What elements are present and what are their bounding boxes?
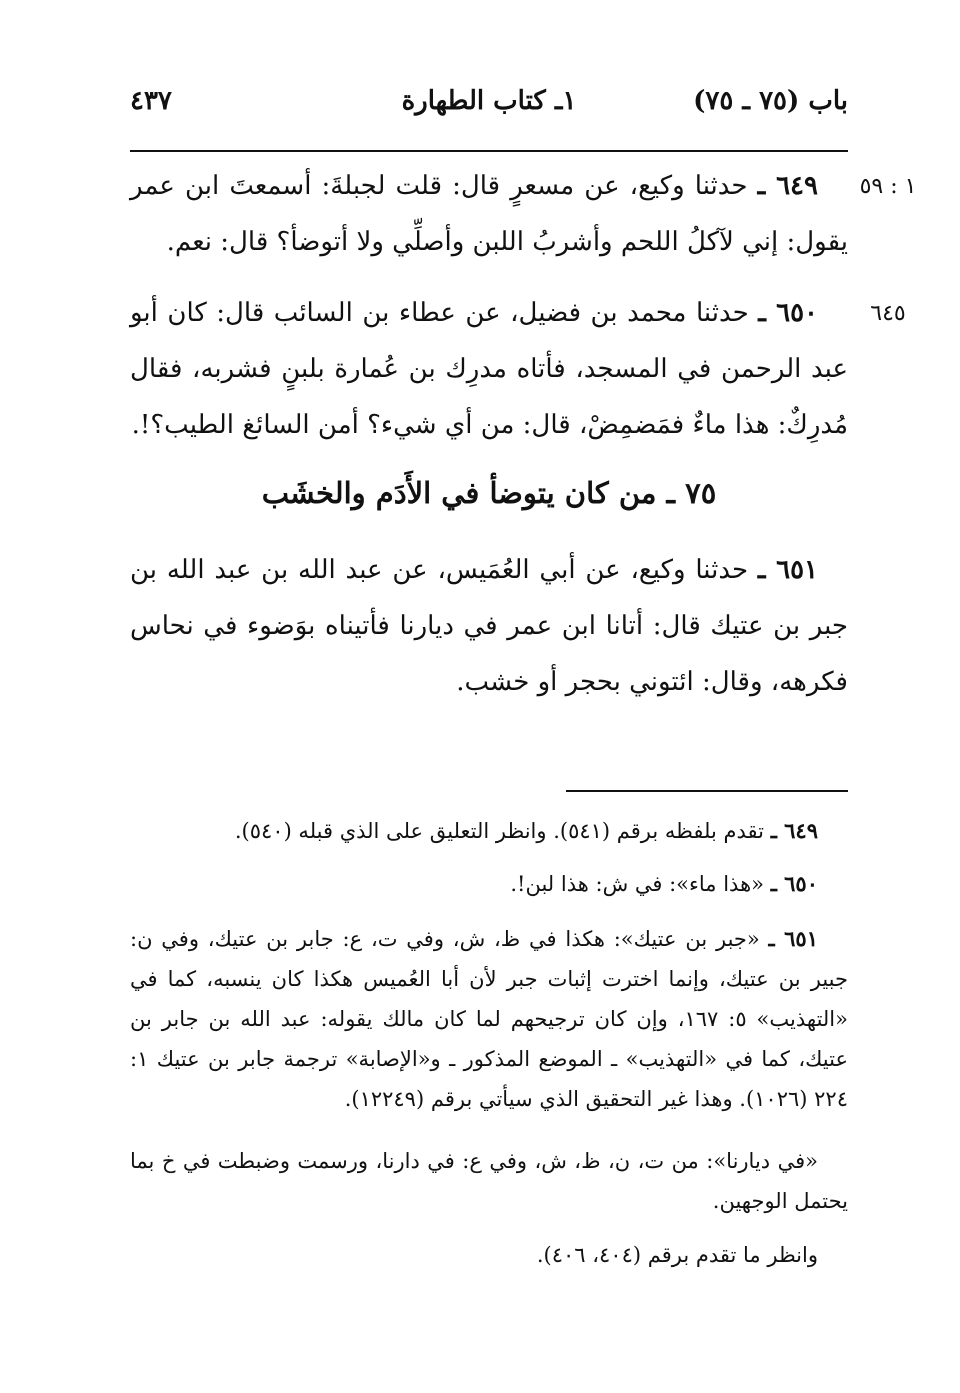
footnote-number: ٦٤٩ ـ [770, 818, 818, 843]
hadith-number: ٦٥٠ ـ [758, 298, 819, 328]
footnote-number: ٦٥١ ـ [768, 926, 818, 951]
footnote-text: «في ديارنا»: من ت، ن، ظ، ش، وفي ع: في دارنا، ورسمت وضبطت في خ بما يحتمل الوجهين. [130, 1149, 848, 1213]
section-heading: ٧٥ ـ من كان يتوضأ في الأَدَم والخشَب [261, 476, 717, 510]
book-title: ١ـ كتاب الطهارة [401, 86, 577, 116]
hadith-number: ٦٥١ ـ [757, 555, 819, 585]
margin-reference: ٦٤٥ [870, 301, 906, 326]
footnote-text: تقدم بلفظه برقم (٥٤١). وانظر التعليق على الذي قبله (٥٤٠). [234, 819, 764, 843]
footnote-number: ٦٥٠ ـ [770, 871, 818, 896]
hadith-651 [130, 542, 848, 710]
footnote [130, 864, 848, 904]
page-number: ٤٣٧ [130, 86, 172, 116]
footnote [130, 1235, 848, 1275]
running-header [130, 86, 848, 126]
footnote-text: «جبر بن عتيك»: هكذا في ظ، ش، وفي ت، ع: جابر بن عتيك، وفي ن: جبير بن عتيك، وإنما اخترت إثبات جبر لأن أبا العُميس هكذا كان ينسبه، كما في «التهذيب» ٥: ١٦٧، وإن كان ترجيحهم لما كان مالك يقوله: عبد الله بن جابر بن عتيك، كما في «التهذيب» ـ الموضع المذكور ـ و«الإصابة» ترجمة جابر بن عتيك ١: ٢٢٤ (١٠٢٦). وهذا غير التحقيق الذي سيأتي برقم (١٢٢٤٩). [130, 927, 848, 1111]
footnote-text: «هذا ماء»: في ش: هذا لبن!. [510, 872, 764, 896]
hadith-650 [130, 285, 848, 453]
footnote-text: وانظر ما تقدم برقم (٤٠٤، ٤٠٦). [536, 1243, 818, 1267]
hadith-number: ٦٤٩ ـ [757, 171, 818, 201]
footnote-rule [566, 790, 848, 792]
footnote [130, 919, 848, 1119]
footnote [130, 1141, 848, 1221]
hadith-649 [130, 158, 848, 270]
hadith-text: حدثنا وكيع، عن أبي العُمَيس، عن عبد الله بن عبد الله بن جبر بن عتيك قال: أتانا ابن عمر في ديارنا فأتيناه بوَضوء في نحاس فكرهه، وقال: ائتوني بحجر أو خشب. [130, 555, 848, 697]
header-rule [130, 150, 848, 152]
hadith-text: حدثنا محمد بن فضيل، عن عطاء بن السائب قال: كان أبو عبد الرحمن في المسجد، فأتاه مدرِك بن عُمارة بلبنٍ فشربه، فقال مُدرِكٌ: هذا ماءٌ فمَضمِضْ، قال: من أي شيء؟ أمن السائغ الطيب؟!. [130, 298, 848, 440]
chapter-range: باب (٧٥ ـ ٧٥) [693, 86, 848, 116]
hadith-text: حدثنا وكيع، عن مسعرٍ قال: قلت لجبلةَ: أسمعتَ ابن عمر يقول: إني لآكلُ اللحم وأشربُ اللبن وأصلِّي ولا أتوضأ؟ قال: نعم. [130, 171, 848, 257]
margin-reference: ١ : ٥٩ [859, 174, 917, 199]
footnote [130, 811, 848, 851]
